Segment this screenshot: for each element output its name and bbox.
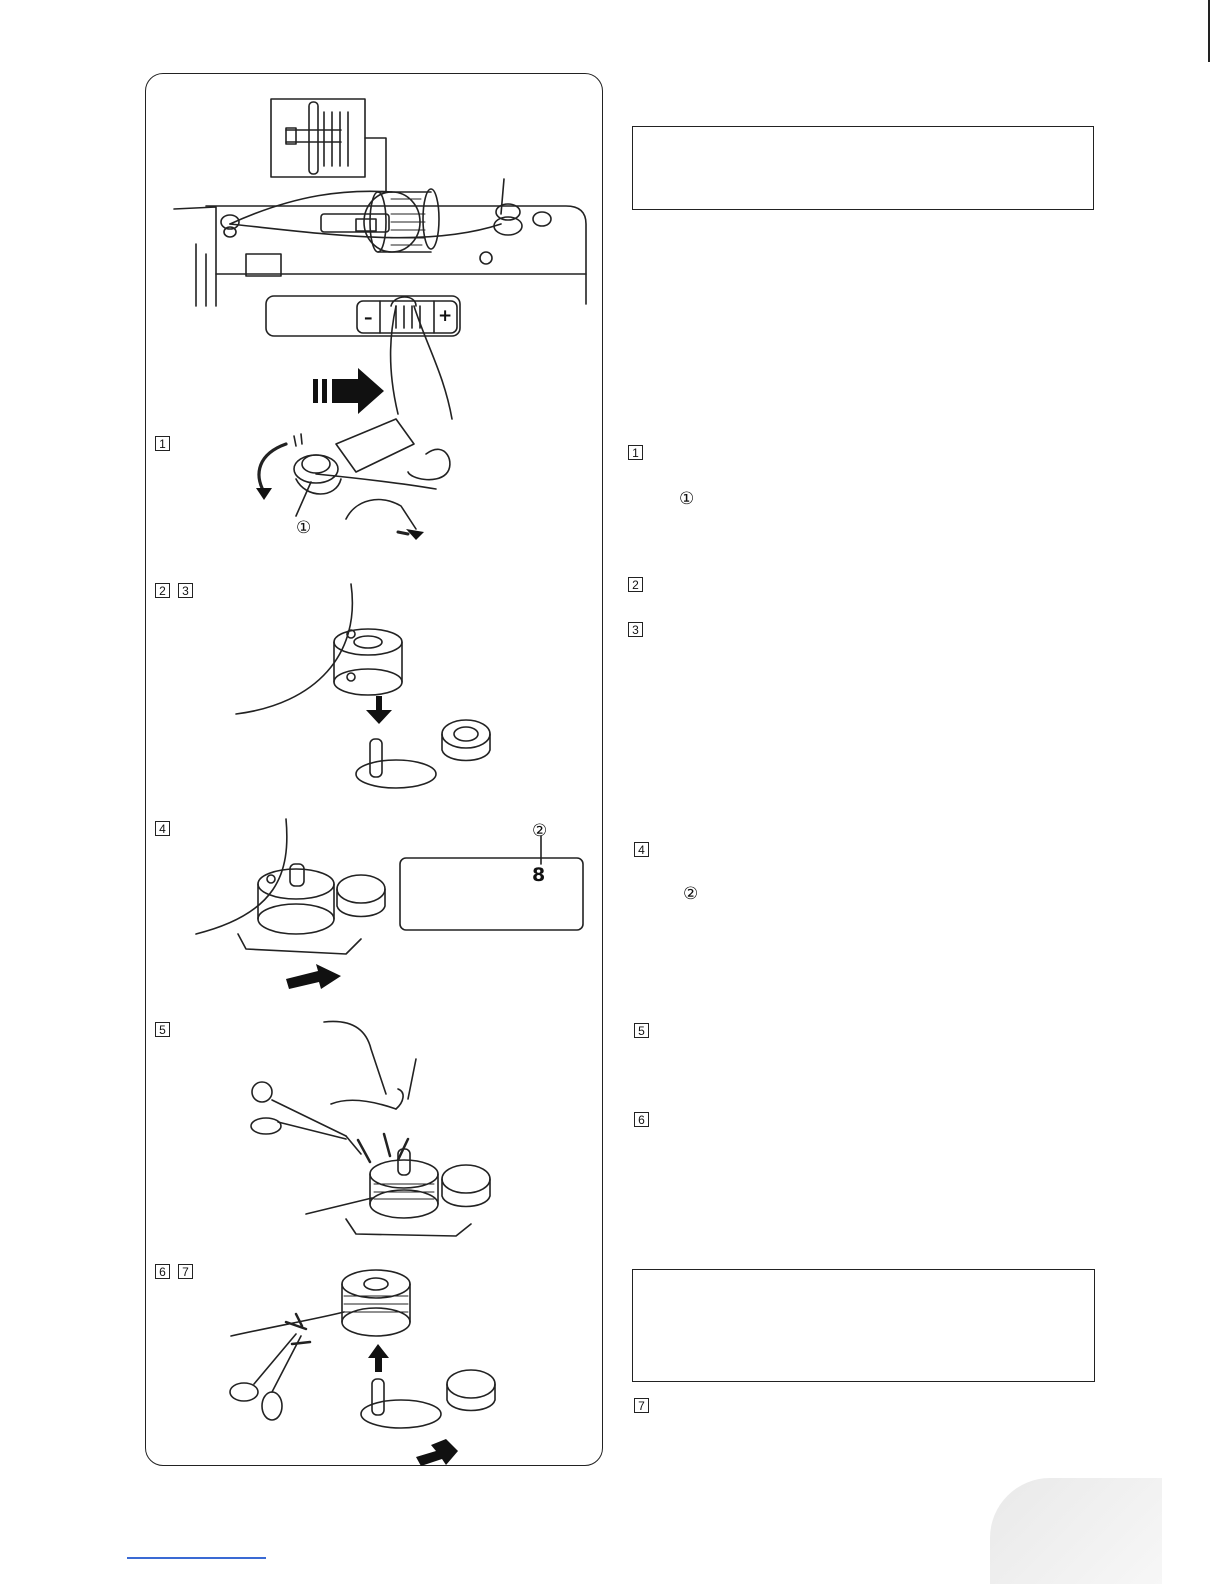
- bobbin-winding-illustrations: [146, 74, 604, 1467]
- step-2-marker: 2: [155, 583, 170, 598]
- step-3-marker: 3: [178, 583, 193, 598]
- step4-illustration: [196, 819, 583, 989]
- top-edge-rule: [1208, 0, 1210, 62]
- slider-plus-label: +: [438, 306, 453, 326]
- page-corner-tab: [990, 1478, 1162, 1584]
- text-step-7-marker: 7: [634, 1398, 649, 1413]
- step-5-marker: 5: [155, 1022, 170, 1037]
- step1-illustration: [256, 419, 450, 540]
- lcd-value-8: 8: [532, 864, 546, 886]
- step-7-marker: 7: [178, 1264, 193, 1279]
- text-step-5-marker: 5: [634, 1023, 649, 1038]
- note-box-bottom: [632, 1269, 1095, 1382]
- step-6-marker: 6: [155, 1264, 170, 1279]
- illustration-panel: [145, 73, 603, 1466]
- machine-top-illustration: [174, 179, 586, 306]
- text-step-3-marker: 3: [628, 622, 643, 637]
- callout-1-icon: ①: [296, 518, 312, 538]
- text-step-6-marker: 6: [634, 1112, 649, 1127]
- thread-guide-inset: [271, 99, 386, 192]
- text-callout-2-icon: ②: [683, 884, 699, 904]
- step-1-marker: 1: [155, 436, 170, 451]
- slider-minus-label: –: [364, 308, 373, 328]
- text-step-2-marker: 2: [628, 577, 643, 592]
- text-callout-1-icon: ①: [679, 489, 695, 509]
- step5-illustration: [251, 1021, 490, 1236]
- step6-7-illustration: [230, 1270, 495, 1466]
- step2-3-illustration: [236, 584, 490, 788]
- step-4-marker: 4: [155, 821, 170, 836]
- bottom-link-underline[interactable]: [127, 1557, 266, 1559]
- text-step-1-marker: 1: [628, 445, 643, 460]
- text-step-4-marker: 4: [634, 842, 649, 857]
- note-box-top: [632, 126, 1094, 210]
- callout-2-icon: ②: [532, 821, 548, 841]
- push-right-arrow: [313, 368, 384, 414]
